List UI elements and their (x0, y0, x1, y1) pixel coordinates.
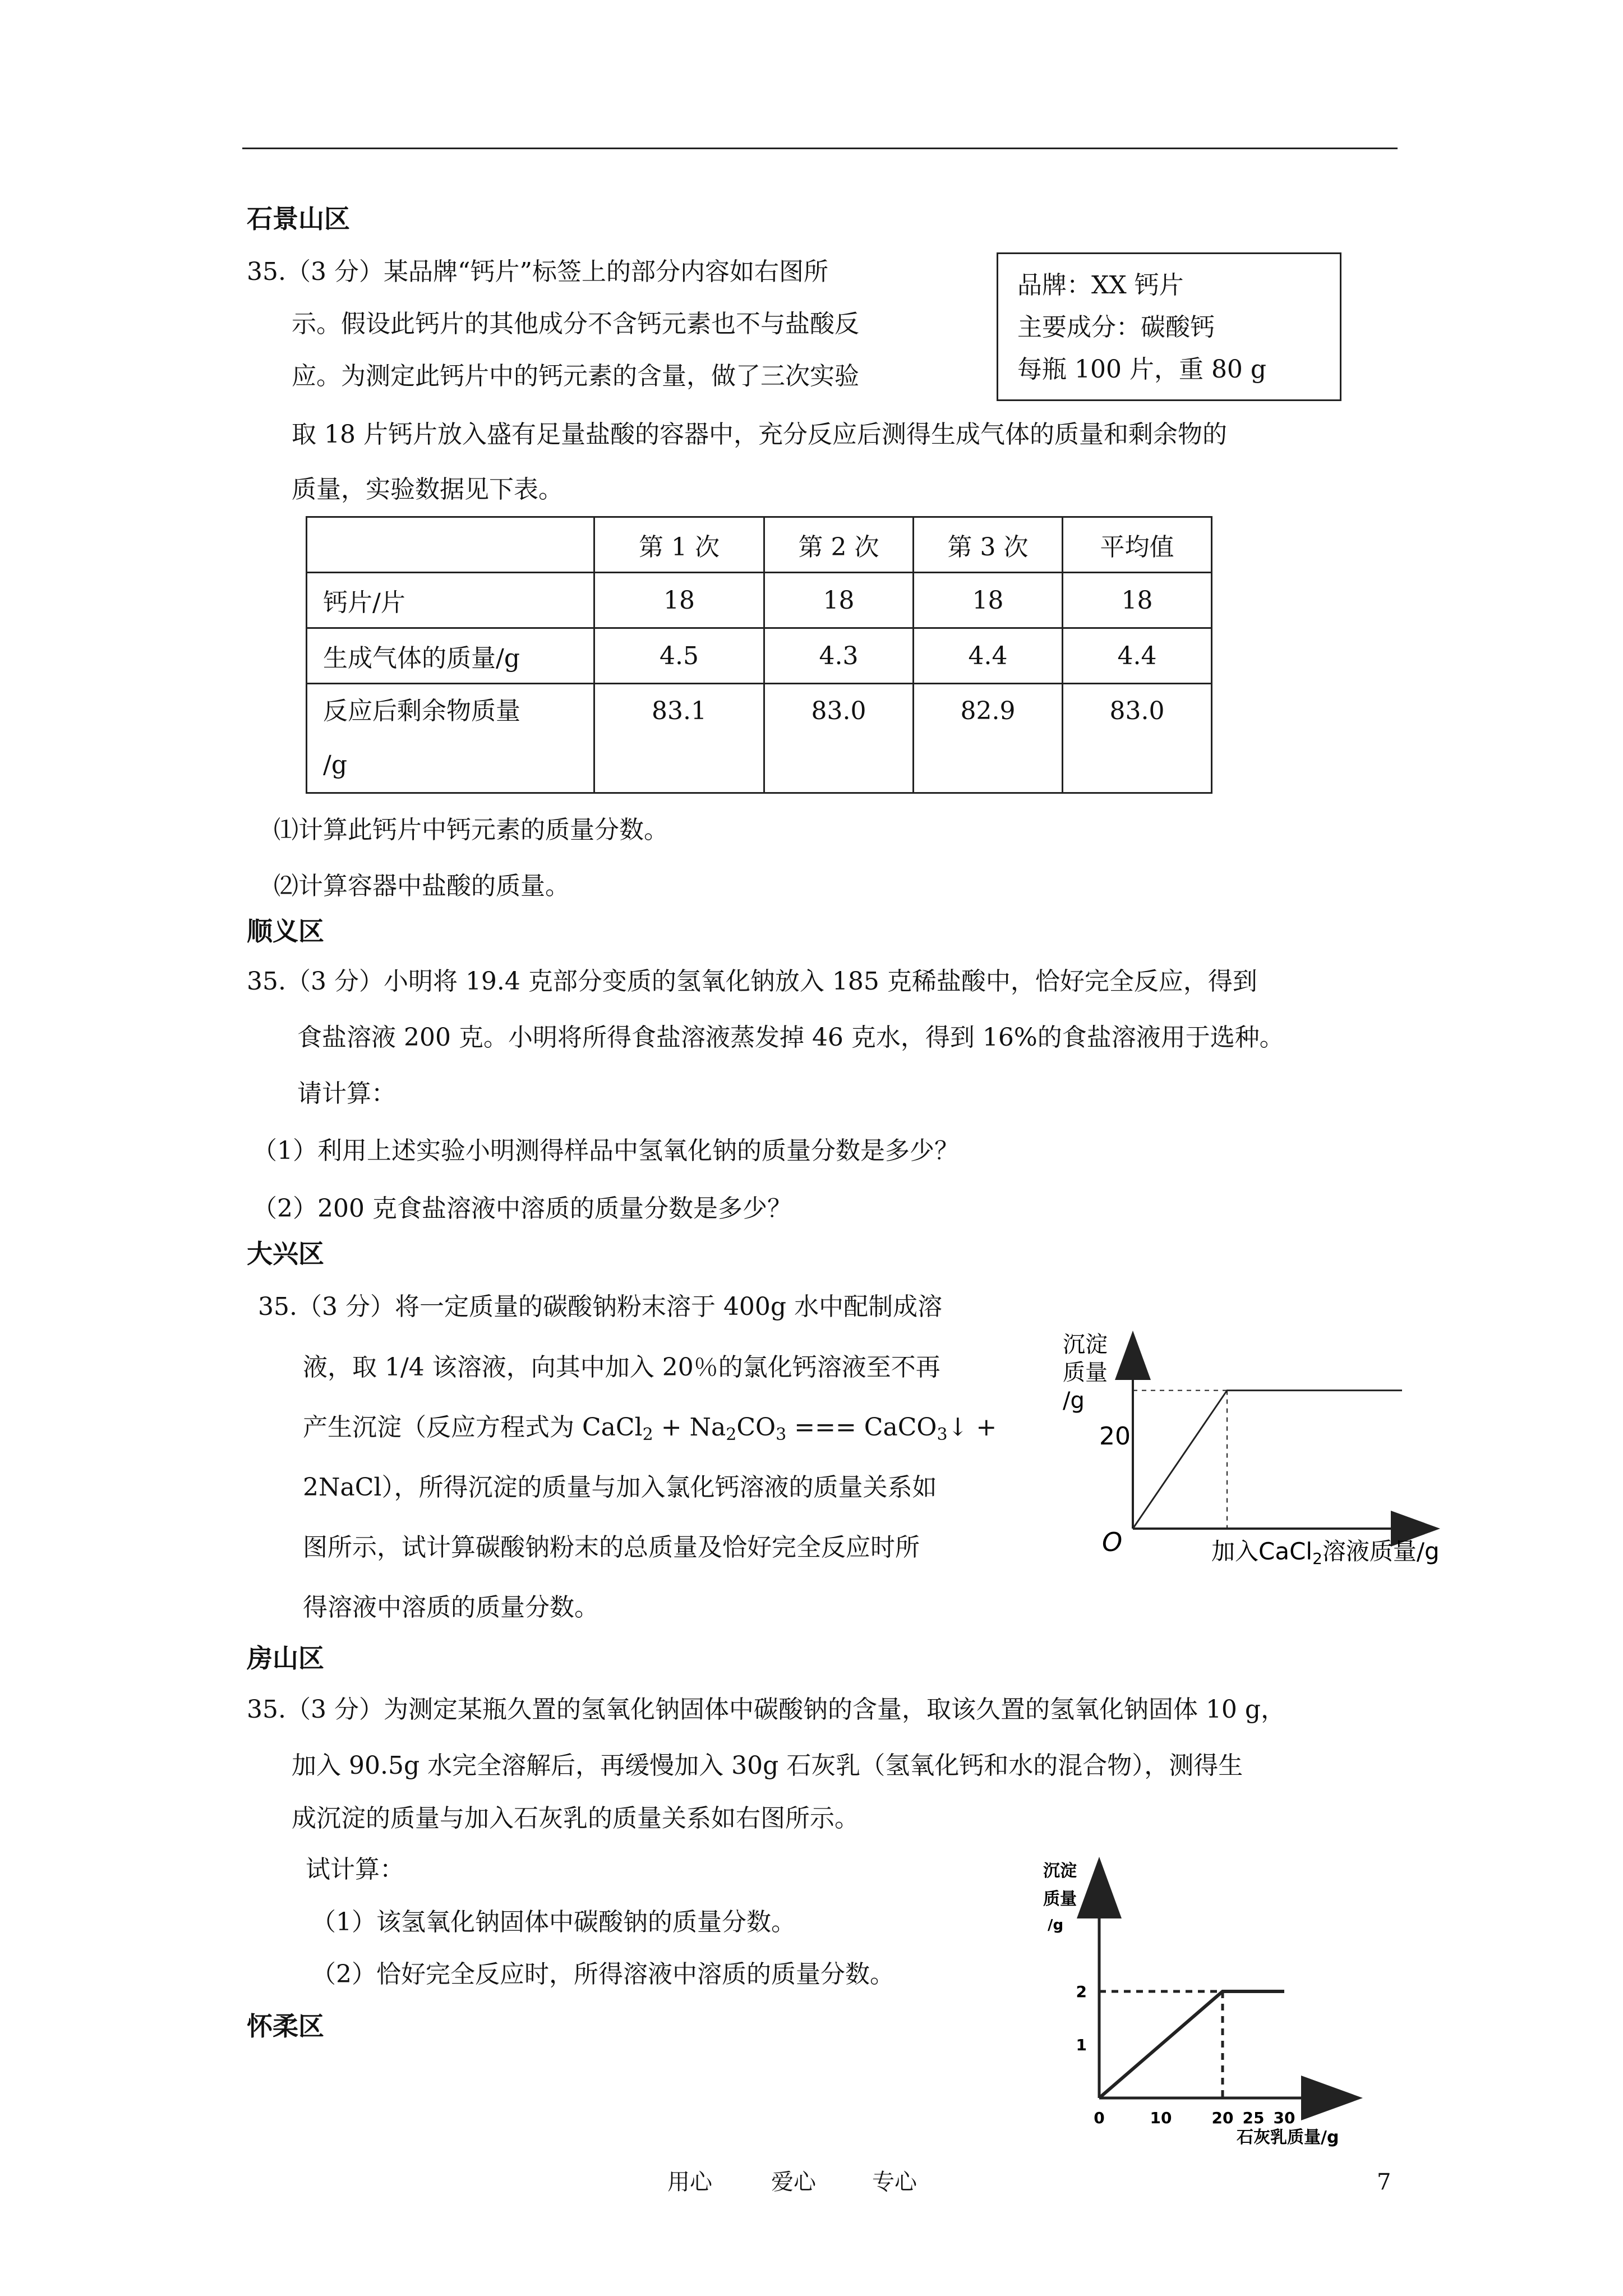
table-cell: 4.4 (914, 628, 1063, 684)
table-header-cell: 第 2 次 (764, 517, 914, 573)
sub-question: （1）利用上述实验小明测得样品中氢氧化钠的质量分数是多少？ (252, 1137, 959, 1165)
table-header-row (307, 517, 1212, 573)
sub-question: （2）恰好完全反应时，所得溶液中溶质的质量分数。 (311, 1960, 895, 1989)
label-ingredient: 主要成分：碳酸钙 (1017, 313, 1215, 342)
table-header-cell: 平均值 (1063, 517, 1212, 573)
question-line: 得溶液中溶质的质量分数。 (303, 1593, 599, 1622)
question-line: 示。假设此钙片的其他成分不含钙元素也不与盐酸反 (292, 310, 859, 338)
footer-text: 爱心 (771, 2169, 816, 2195)
sub-question: ⑴计算此钙片中钙元素的质量分数。 (274, 816, 668, 844)
table-cell: 4.3 (764, 628, 914, 684)
table-row-label (307, 684, 594, 793)
table-row-label-line: 反应后剩余物质量 (323, 697, 520, 725)
footer-text: 用心 (667, 2169, 712, 2195)
chart-precipitate-vs-limewater (1032, 1851, 1391, 2154)
table-header-cell: 第 1 次 (594, 517, 764, 573)
question-line: 成沉淀的质量与加入石灰乳的质量关系如右图所示。 (292, 1804, 859, 1833)
origin-label: O (1102, 1527, 1123, 1557)
question-line: 35.（3 分）小明将 19.4 克部分变质的氢氧化钠放入 185 克稀盐酸中，恰好完全反应，得到 (247, 967, 1257, 996)
section-title-huairou: 怀柔区 (247, 2011, 324, 2041)
x-tick-label: 30 (1273, 2109, 1295, 2127)
x-axis-label: 石灰乳质量/g (1237, 2128, 1339, 2147)
sub-question: （1）该氢氧化钠固体中碳酸钠的质量分数。 (311, 1908, 796, 1936)
equation-line: 产生沉淀（反应方程式为 CaCl$_2$ + $Na_2CO_3$ === CaCO$_3$↓ + (303, 1413, 997, 1444)
table-cell: 83.0 (1063, 684, 1212, 793)
series-line (1133, 1391, 1402, 1529)
x-tick-label: 0 (1094, 2109, 1105, 2127)
y-tick-label: 20 (1099, 1422, 1131, 1451)
footer-text: 专心 (872, 2169, 917, 2195)
series-line (1099, 1991, 1284, 2098)
y-tick-labels (1076, 1982, 1087, 2054)
question-line: 请计算： (297, 1079, 396, 1108)
table-cell: 18 (914, 573, 1063, 628)
question-line: 加入 90.5g 水完全溶解后，再缓慢加入 30g 石灰乳（氢氧化钙和水的混合物），测得生 (292, 1751, 1243, 1780)
y-tick-label: 2 (1076, 1982, 1087, 2001)
question-line: 试计算： (306, 1855, 404, 1884)
x-tick-label: 20 (1211, 2109, 1234, 2127)
table-cell: 83.1 (594, 684, 764, 793)
table-row-label: 生成气体的质量/g (307, 628, 594, 684)
question-line: 图所示，试计算碳酸钠粉末的总质量及恰好完全反应时所 (303, 1533, 920, 1562)
section-title-shijingshan: 石景山区 (247, 204, 350, 234)
y-label-line: 沉淀 (1063, 1332, 1108, 1358)
y-label-line: 沉淀 (1043, 1861, 1077, 1881)
table-cell: 83.0 (764, 684, 914, 793)
table-cell: 4.4 (1063, 628, 1212, 684)
question-line: 液，取 1/4 该溶液，向其中加入 20％的氯化钙溶液至不再 (303, 1353, 940, 1382)
table-cell: 18 (594, 573, 764, 628)
question-line: 应。为测定此钙片中的钙元素的含量，做了三次实验 (292, 362, 859, 390)
sub-question: ⑵计算容器中盐酸的质量。 (274, 872, 570, 900)
question-line: 食盐溶液 200 克。小明将所得食盐溶液蒸发掉 46 克水，得到 16%的食盐溶液用于选种。 (297, 1023, 1284, 1052)
section-title-shunyi: 顺义区 (247, 916, 324, 946)
section-title-daxing: 大兴区 (247, 1239, 324, 1269)
question-line: 35.（3 分）某品牌“钙片”标签上的部分内容如右图所 (247, 257, 828, 286)
table-header-cell (307, 517, 594, 573)
x-axis-label: 加入CaCl2溶液质量/g (1211, 1538, 1440, 1568)
table-header-cell: 第 3 次 (914, 517, 1063, 573)
label-brand: 品牌：XX 钙片 (1017, 271, 1184, 300)
table-cell: 18 (764, 573, 914, 628)
table-row-label-line: /g (323, 751, 347, 779)
x-tick-labels (1094, 2109, 1295, 2127)
table-cell: 18 (1063, 573, 1212, 628)
question-line: 质量，实验数据见下表。 (292, 475, 563, 504)
section-title-fangshan: 房山区 (247, 1643, 324, 1673)
y-label-line: 质量 (1063, 1360, 1108, 1386)
question-line: 2NaCl），所得沉淀的质量与加入氯化钙溶液的质量关系如 (303, 1473, 937, 1502)
question-line: 取 18 片钙片放入盛有足量盐酸的容器中，充分反应后测得生成气体的质量和剩余物的 (292, 420, 1227, 449)
label-weight: 每瓶 100 片，重 80 g (1017, 355, 1267, 384)
question-line: 35.（3 分）为测定某瓶久置的氢氧化钠固体中碳酸钠的含量，取该久置的氢氧化钠固体 10 g， (247, 1695, 1286, 1724)
y-tick-label: 1 (1076, 2036, 1087, 2054)
x-tick-label: 25 (1242, 2109, 1265, 2127)
table-row (307, 628, 1212, 684)
header-rule (242, 148, 1398, 149)
x-tick-label: 10 (1150, 2109, 1172, 2127)
table-cell: 82.9 (914, 684, 1063, 793)
table-row (307, 684, 1212, 793)
sub-question: （2）200 克食盐溶液中溶质的质量分数是多少？ (252, 1194, 792, 1223)
y-label-line: 质量 (1043, 1889, 1077, 1909)
y-label-line: /g (1063, 1388, 1085, 1414)
table-row (307, 573, 1212, 628)
product-label-box (997, 252, 1341, 401)
chart-precipitate-vs-cacl2 (1043, 1324, 1503, 1593)
table-row-label: 钙片/片 (307, 573, 594, 628)
y-label-line: /g (1048, 1917, 1064, 1934)
page-number: 7 (1377, 2169, 1391, 2195)
experiment-data-table (306, 516, 1212, 794)
table-cell: 4.5 (594, 628, 764, 684)
question-line: 35.（3 分）将一定质量的碳酸钠粉末溶于 400g 水中配制成溶 (258, 1292, 943, 1321)
